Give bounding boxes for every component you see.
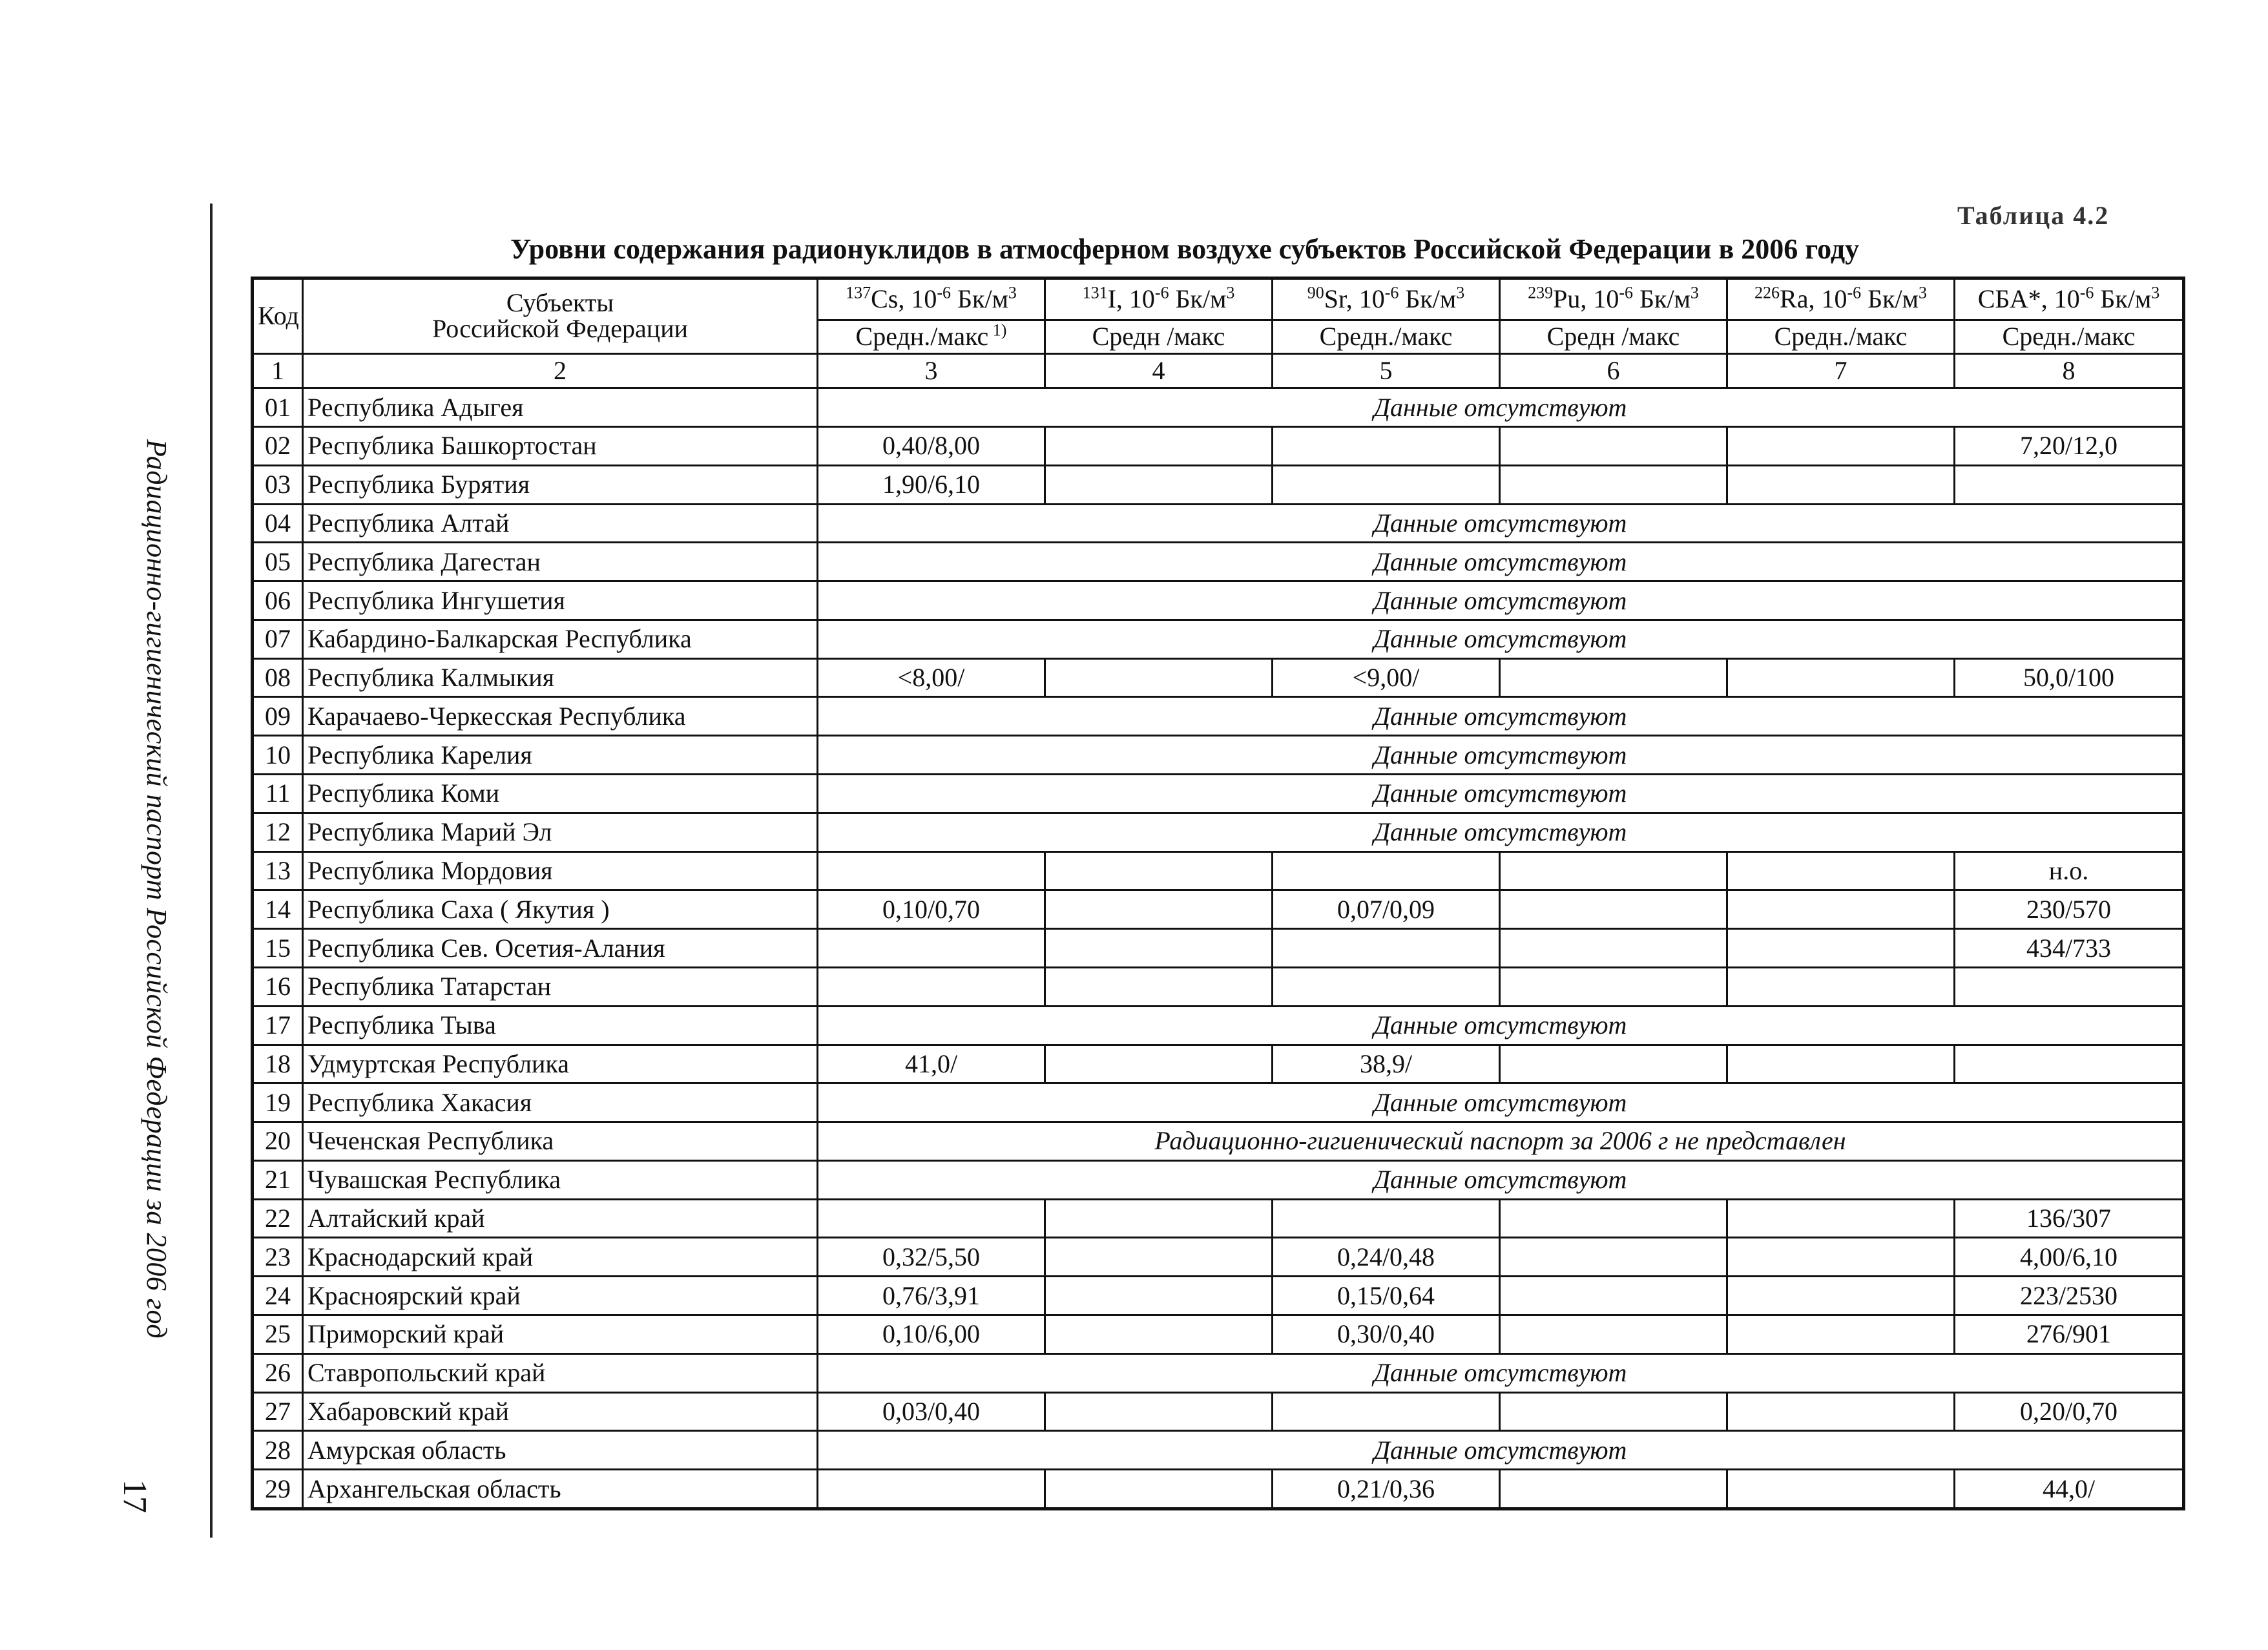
table-row — [253, 1083, 2184, 1122]
row-value-col-8: н.о. — [1955, 851, 2184, 890]
column-number: 1 — [253, 353, 303, 388]
column-number: 3 — [818, 353, 1045, 388]
row-value-col-3: 41,0/ — [818, 1045, 1045, 1083]
row-value-col-7 — [1727, 1277, 1955, 1315]
table-row — [253, 736, 2184, 775]
header-nuclide: I, 10 — [1107, 284, 1155, 314]
margin-rule — [210, 204, 213, 1538]
header-nuclide-col-3 — [818, 278, 1045, 320]
row-code: 25 — [253, 1315, 303, 1353]
row-value-col-5 — [1273, 929, 1500, 968]
row-value-col-4 — [1045, 851, 1273, 890]
row-code: 18 — [253, 1045, 303, 1083]
row-code: 06 — [253, 581, 303, 620]
page-number-text: 17 — [116, 1479, 153, 1513]
row-subject-name: Республика Алтай — [303, 504, 818, 543]
header-unit-sup: 3 — [1008, 284, 1017, 303]
row-value-col-4 — [1045, 1045, 1273, 1083]
header-stat-label: Средн./макс — [2002, 322, 2136, 351]
row-value-col-5 — [1273, 1199, 1500, 1238]
row-value-col-8 — [1955, 1045, 2184, 1083]
table-row — [253, 929, 2184, 968]
row-value-col-3: 0,10/6,00 — [818, 1315, 1045, 1353]
row-value-col-8: 44,0/ — [1955, 1470, 2184, 1509]
row-subject-name: Республика Сев. Осетия-Алания — [303, 929, 818, 968]
table-row — [253, 851, 2184, 890]
row-value-col-3 — [818, 929, 1045, 968]
header-nuclide-col-5 — [1273, 278, 1500, 320]
row-note: Данные отсутствуют — [818, 1431, 2184, 1470]
header-stat-label: Средн /макс — [1546, 322, 1680, 351]
row-value-col-6 — [1500, 658, 1727, 697]
row-code: 02 — [253, 427, 303, 466]
row-code: 19 — [253, 1083, 303, 1122]
row-value-col-6 — [1500, 1470, 1727, 1509]
row-note: Данные отсутствуют — [818, 775, 2184, 813]
row-note: Данные отсутствуют — [818, 1083, 2184, 1122]
column-number: 2 — [303, 353, 818, 388]
row-subject-name: Республика Хакасия — [303, 1083, 818, 1122]
row-value-col-4 — [1045, 890, 1273, 929]
row-subject-name: Республика Башкортостан — [303, 427, 818, 466]
row-value-col-3: 0,10/0,70 — [818, 890, 1045, 929]
row-value-col-3: <8,00/ — [818, 658, 1045, 697]
row-code: 13 — [253, 851, 303, 890]
row-value-col-5 — [1273, 967, 1500, 1006]
row-note: Данные отсутствуют — [818, 697, 2184, 736]
row-code: 27 — [253, 1392, 303, 1431]
row-subject-name: Чувашская Республика — [303, 1160, 818, 1199]
row-value-col-5: 0,15/0,64 — [1273, 1277, 1500, 1315]
row-value-col-7 — [1727, 851, 1955, 890]
table-row — [253, 1315, 2184, 1353]
row-subject-name: Кабардино-Балкарская Республика — [303, 620, 818, 658]
header-unit: Бк/м — [2094, 284, 2152, 314]
row-value-col-4 — [1045, 427, 1273, 466]
table-row — [253, 1122, 2184, 1161]
row-code: 05 — [253, 543, 303, 581]
row-code: 11 — [253, 775, 303, 813]
header-stat-col-7 — [1727, 320, 1955, 353]
header-unit-sup: 3 — [1456, 284, 1465, 303]
table-row — [253, 581, 2184, 620]
column-number: 8 — [1955, 353, 2184, 388]
row-value-col-6 — [1500, 465, 1727, 504]
row-value-col-6 — [1500, 851, 1727, 890]
header-stat-label: Средн /макс — [1092, 322, 1225, 351]
header-unit: Бк/м — [951, 284, 1008, 314]
row-value-col-8 — [1955, 967, 2184, 1006]
row-subject-name: Чеченская Республика — [303, 1122, 818, 1161]
table-row — [253, 504, 2184, 543]
row-value-col-5: 0,07/0,09 — [1273, 890, 1500, 929]
row-value-col-8: 276/901 — [1955, 1315, 2184, 1353]
row-subject-name: Республика Саха ( Якутия ) — [303, 890, 818, 929]
row-value-col-7 — [1727, 929, 1955, 968]
header-nuclide: Sr, 10 — [1324, 284, 1385, 314]
row-value-col-6 — [1500, 1392, 1727, 1431]
row-value-col-8: 136/307 — [1955, 1199, 2184, 1238]
header-nuclide: СБА*, 10 — [1977, 284, 2080, 314]
row-value-col-4 — [1045, 1199, 1273, 1238]
header-nuclide-sup: 131 — [1082, 284, 1108, 303]
row-value-col-5 — [1273, 465, 1500, 504]
row-subject-name: Республика Марий Эл — [303, 813, 818, 851]
row-subject-name: Алтайский край — [303, 1199, 818, 1238]
row-code: 26 — [253, 1353, 303, 1392]
row-code: 12 — [253, 813, 303, 851]
header-stat-col-3 — [818, 320, 1045, 353]
header-stat-label: Средн./макс — [1774, 322, 1908, 351]
table-row — [253, 1238, 2184, 1277]
header-nuclide-col-7 — [1727, 278, 1955, 320]
row-subject-name: Республика Коми — [303, 775, 818, 813]
row-value-col-6 — [1500, 890, 1727, 929]
header-nuclide: Ra, 10 — [1780, 284, 1847, 314]
row-value-col-5: 0,21/0,36 — [1273, 1470, 1500, 1509]
row-value-col-8: 0,20/0,70 — [1955, 1392, 2184, 1431]
row-value-col-7 — [1727, 658, 1955, 697]
header-stat-col-5 — [1273, 320, 1500, 353]
row-subject-name: Республика Тыва — [303, 1006, 818, 1045]
header-nuclide-col-8 — [1955, 278, 2184, 320]
table-label: Таблица 4.2 — [1957, 201, 2110, 230]
column-number: 5 — [1273, 353, 1500, 388]
row-value-col-4 — [1045, 1277, 1273, 1315]
row-code: 14 — [253, 890, 303, 929]
column-number: 6 — [1500, 353, 1727, 388]
table-row — [253, 813, 2184, 851]
table-row — [253, 1470, 2184, 1509]
row-code: 24 — [253, 1277, 303, 1315]
row-code: 15 — [253, 929, 303, 968]
row-note: Данные отсутствуют — [818, 1353, 2184, 1392]
row-value-col-8 — [1955, 465, 2184, 504]
row-subject-name: Ставропольский край — [303, 1353, 818, 1392]
row-value-col-3: 0,76/3,91 — [818, 1277, 1045, 1315]
header-unit-sup: 3 — [1690, 284, 1699, 303]
table-row — [253, 1392, 2184, 1431]
row-value-col-8: 230/570 — [1955, 890, 2184, 929]
header-subject — [303, 278, 818, 354]
row-value-col-5: 0,30/0,40 — [1273, 1315, 1500, 1353]
row-value-col-6 — [1500, 967, 1727, 1006]
row-subject-name: Республика Татарстан — [303, 967, 818, 1006]
header-exp: -6 — [1154, 284, 1169, 303]
row-subject-name: Республика Мордовия — [303, 851, 818, 890]
row-code: 16 — [253, 967, 303, 1006]
row-value-col-4 — [1045, 1392, 1273, 1431]
row-value-col-7 — [1727, 1315, 1955, 1353]
row-value-col-5 — [1273, 1392, 1500, 1431]
row-note: Данные отсутствуют — [818, 1006, 2184, 1045]
table-row — [253, 1431, 2184, 1470]
row-subject-name: Амурская область — [303, 1431, 818, 1470]
table-row — [253, 775, 2184, 813]
header-unit-sup: 3 — [1226, 284, 1235, 303]
header-nuclide-sup: 226 — [1754, 284, 1780, 303]
row-note: Данные отсутствуют — [818, 581, 2184, 620]
row-note: Данные отсутствуют — [818, 813, 2184, 851]
header-nuclide: Cs, 10 — [871, 284, 937, 314]
row-value-col-6 — [1500, 929, 1727, 968]
row-value-col-8: 50,0/100 — [1955, 658, 2184, 697]
table-row — [253, 967, 2184, 1006]
side-title-text: Радиационно-гигиенический паспорт Российской Федерации за 2006 год — [141, 439, 172, 1339]
row-code: 21 — [253, 1160, 303, 1199]
row-subject-name: Карачаево-Черкесская Республика — [303, 697, 818, 736]
header-exp: -6 — [937, 284, 952, 303]
row-value-col-5 — [1273, 851, 1500, 890]
header-subject-line2: Российской Федерации — [432, 314, 689, 344]
row-value-col-4 — [1045, 929, 1273, 968]
header-unit-sup: 3 — [2151, 284, 2160, 303]
header-subject-line1: Субъекты — [506, 288, 614, 318]
row-subject-name: Республика Бурятия — [303, 465, 818, 504]
row-code: 22 — [253, 1199, 303, 1238]
header-exp: -6 — [1619, 284, 1634, 303]
row-subject-name: Хабаровский край — [303, 1392, 818, 1431]
row-value-col-8: 4,00/6,10 — [1955, 1238, 2184, 1277]
row-value-col-8: 7,20/12,0 — [1955, 427, 2184, 466]
row-code: 01 — [253, 388, 303, 427]
row-value-col-3: 0,32/5,50 — [818, 1238, 1045, 1277]
row-subject-name: Республика Карелия — [303, 736, 818, 775]
row-subject-name: Республика Адыгея — [303, 388, 818, 427]
row-note: Радиационно-гигиенический паспорт за 2006 г не представлен — [818, 1122, 2184, 1161]
header-unit: Бк/м — [1633, 284, 1691, 314]
header-stat-label: Средн./макс — [1319, 322, 1453, 351]
table-row — [253, 1006, 2184, 1045]
row-subject-name: Республика Калмыкия — [303, 658, 818, 697]
header-exp: -6 — [1384, 284, 1399, 303]
table-row — [253, 1199, 2184, 1238]
header-stat-col-8 — [1955, 320, 2184, 353]
page-title: Уровни содержания радионуклидов в атмосферном воздухе субъектов Российской Федерации в 2006 году — [510, 233, 1860, 265]
table-row — [253, 388, 2184, 427]
row-value-col-6 — [1500, 1238, 1727, 1277]
header-unit: Бк/м — [1861, 284, 1919, 314]
header-stat-col-4 — [1045, 320, 1273, 353]
row-subject-name: Архангельская область — [303, 1470, 818, 1509]
row-code: 09 — [253, 697, 303, 736]
row-note: Данные отсутствуют — [818, 620, 2184, 658]
header-stat-label: Средн./макс — [855, 322, 989, 351]
table-row — [253, 1045, 2184, 1083]
row-note: Данные отсутствуют — [818, 1160, 2184, 1199]
header-footnote-mark: 1) — [988, 320, 1007, 340]
row-subject-name: Удмуртская Республика — [303, 1045, 818, 1083]
row-value-col-5: <9,00/ — [1273, 658, 1500, 697]
row-note: Данные отсутствуют — [818, 543, 2184, 581]
header-nuclide-col-4 — [1045, 278, 1273, 320]
table-row — [253, 427, 2184, 466]
row-code: 04 — [253, 504, 303, 543]
table-row — [253, 465, 2184, 504]
radionuclide-table — [251, 277, 2185, 1510]
row-subject-name: Краснодарский край — [303, 1238, 818, 1277]
row-value-col-8: 223/2530 — [1955, 1277, 2184, 1315]
header-stat-col-6 — [1500, 320, 1727, 353]
row-code: 03 — [253, 465, 303, 504]
row-value-col-6 — [1500, 1315, 1727, 1353]
header-exp: -6 — [1847, 284, 1862, 303]
header-exp: -6 — [2079, 284, 2094, 303]
header-unit: Бк/м — [1169, 284, 1227, 314]
row-value-col-4 — [1045, 1238, 1273, 1277]
table-row — [253, 1277, 2184, 1315]
header-nuclide: Pu, 10 — [1553, 284, 1619, 314]
row-value-col-7 — [1727, 427, 1955, 466]
header-nuclide-sup: 239 — [1528, 284, 1554, 303]
row-code: 29 — [253, 1470, 303, 1509]
row-value-col-3 — [818, 1199, 1045, 1238]
header-unit-sup: 3 — [1918, 284, 1927, 303]
row-value-col-4 — [1045, 967, 1273, 1006]
row-value-col-6 — [1500, 1045, 1727, 1083]
row-subject-name: Республика Дагестан — [303, 543, 818, 581]
header-nuclide-sup: 90 — [1307, 284, 1324, 303]
row-note: Данные отсутствуют — [818, 736, 2184, 775]
row-subject-name: Красноярский край — [303, 1277, 818, 1315]
row-value-col-3: 0,03/0,40 — [818, 1392, 1045, 1431]
row-value-col-6 — [1500, 1199, 1727, 1238]
row-value-col-7 — [1727, 1045, 1955, 1083]
row-value-col-4 — [1045, 465, 1273, 504]
row-value-col-7 — [1727, 1199, 1955, 1238]
column-number: 4 — [1045, 353, 1273, 388]
row-value-col-3: 1,90/6,10 — [818, 465, 1045, 504]
row-value-col-6 — [1500, 427, 1727, 466]
column-number: 7 — [1727, 353, 1955, 388]
header-nuclide-col-6 — [1500, 278, 1727, 320]
row-value-col-5: 38,9/ — [1273, 1045, 1500, 1083]
table-row — [253, 543, 2184, 581]
row-code: 28 — [253, 1431, 303, 1470]
row-value-col-7 — [1727, 1392, 1955, 1431]
row-code: 08 — [253, 658, 303, 697]
table-row — [253, 658, 2184, 697]
row-value-col-7 — [1727, 967, 1955, 1006]
row-code: 07 — [253, 620, 303, 658]
table-row — [253, 1353, 2184, 1392]
row-value-col-3 — [818, 851, 1045, 890]
row-value-col-7 — [1727, 465, 1955, 504]
row-note: Данные отсутствуют — [818, 504, 2184, 543]
header-code: Код — [253, 278, 303, 354]
row-subject-name: Республика Ингушетия — [303, 581, 818, 620]
table-row — [253, 697, 2184, 736]
row-value-col-3 — [818, 967, 1045, 1006]
row-value-col-3 — [818, 1470, 1045, 1509]
row-code: 10 — [253, 736, 303, 775]
row-code: 20 — [253, 1122, 303, 1161]
row-note: Данные отсутствуют — [818, 388, 2184, 427]
row-value-col-6 — [1500, 1277, 1727, 1315]
table-row — [253, 620, 2184, 658]
row-value-col-8: 434/733 — [1955, 929, 2184, 968]
row-value-col-4 — [1045, 1315, 1273, 1353]
row-value-col-4 — [1045, 658, 1273, 697]
row-code: 23 — [253, 1238, 303, 1277]
header-unit: Бк/м — [1399, 284, 1457, 314]
table-row — [253, 1160, 2184, 1199]
row-value-col-7 — [1727, 890, 1955, 929]
row-value-col-3: 0,40/8,00 — [818, 427, 1045, 466]
row-value-col-7 — [1727, 1238, 1955, 1277]
row-value-col-7 — [1727, 1470, 1955, 1509]
row-value-col-4 — [1045, 1470, 1273, 1509]
row-code: 17 — [253, 1006, 303, 1045]
row-value-col-5: 0,24/0,48 — [1273, 1238, 1500, 1277]
table-row — [253, 890, 2184, 929]
row-value-col-5 — [1273, 427, 1500, 466]
header-nuclide-sup: 137 — [846, 284, 871, 303]
row-subject-name: Приморский край — [303, 1315, 818, 1353]
